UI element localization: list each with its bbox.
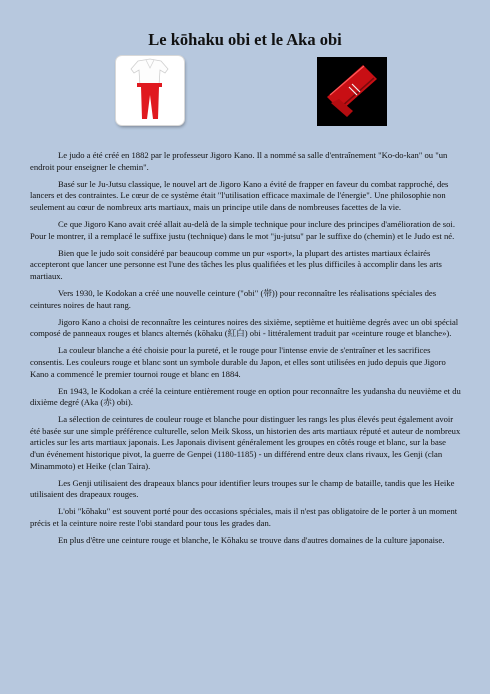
white-gi-red-pants-image: [116, 56, 184, 125]
paragraph: Vers 1930, le Kodokan a créé une nouvelle ceinture ("obi" (帯)) pour reconnaître les réalisations spéciales des ceintures noires de haut rang.: [30, 287, 437, 310]
paragraph: Jigoro Kano a choisi de reconnaître les ceintures noires des sixième, septième et huitième degrés avec un obi spécial composé de panneaux rouges et blancs alternés (kōhaku (紅白) obi - littéralement traduit par «ceinture rouge et blanche»).: [30, 316, 459, 339]
paragraph: Les Genji utilisaient des drapeaux blancs pour identifier leurs troupes sur le champ de bataille, tandis que les Heike utilisaient des drapeaux rouges.: [30, 477, 455, 500]
article-body: [30, 150, 462, 552]
paragraph: Bien que le judo soit considéré par beaucoup comme un pur «sport», la plupart des artistes martiaux éclairés accepteront que lancer une personne est l'une des tâches les plus qualifiées et les plus difficiles à accomplir dans les arts martiaux.: [30, 247, 442, 281]
page-title: Le kōhaku obi et le Aka obi: [148, 30, 342, 49]
paragraph: La sélection de ceintures de couleur rouge et blanche pour distinguer les rangs les plus élevés peut également avoir été basée sur une simple préférence culturelle, selon Meik Skoss, un historien des arts martiaux réputé et auteur de nombreux articles sur les arts martiaux japonais. Les Japonais divisent généralement les groupes en côtés rouge et blanc, sur la base d'un événement historique pivot, la guerre de Genpei (1180-1185) - un différend entre deux clans rivaux, les Genji (clan Minammoto) et Heike (clan Taira).: [30, 414, 461, 471]
paragraph: En 1943, le Kodokan a créé la ceinture entièrement rouge en option pour reconnaître les yudansha du neuvième et du dixième degré (Aka (赤) obi).: [30, 385, 461, 408]
paragraph: En plus d'être une ceinture rouge et blanche, le Kōhaku se trouve dans d'autres domaines de la culture japonaise.: [58, 535, 445, 546]
paragraph: Basé sur le Ju-Jutsu classique, le nouvel art de Jigoro Kano a évité de frapper en faveur du combat rapproché, des lancers et des contraintes. Le cœur de ce système était "l'utilisation efficace maximale de l'énergie". Une philosophie non seulement au cœur de nombreux arts martiaux, mais un principe utile dans de nombreuses facettes de la vie.: [30, 178, 449, 212]
paragraph: La couleur blanche a été choisie pour la pureté, et le rouge pour l'intense envie de s'entraîner et les sacrifices consentis. Les couleurs rouge et blanc sont un symbole durable du Japon, et elles sont utilisées en judo depuis que Jigoro Kano a commencé le premier tournoi rouge et blanc en 1884.: [30, 345, 446, 379]
red-belt-image: [317, 57, 387, 126]
paragraph: Ce que Jigoro Kano avait créé allait au-delà de la simple technique pour inclure des principes d'amélioration de soi. Pour le montrer, il a remplacé le suffixe justu (technique) dans le mot "ju-jutsu" par le suffixe do (chemin) et le Judo est né.: [30, 218, 455, 241]
paragraph: L'obi "kōhaku" est souvent porté pour des occasions spéciales, mais il n'est pas obligatoire de le porter à un moment précis et la ceinture noire reste l'obi standard pour tous les grades dan.: [30, 506, 458, 529]
paragraph: Le judo a été créé en 1882 par le professeur Jigoro Kano. Il a nommé sa salle d'entraînement "Ko-do-kan" ou "un endroit pour enseigner le chemin".: [30, 150, 448, 172]
